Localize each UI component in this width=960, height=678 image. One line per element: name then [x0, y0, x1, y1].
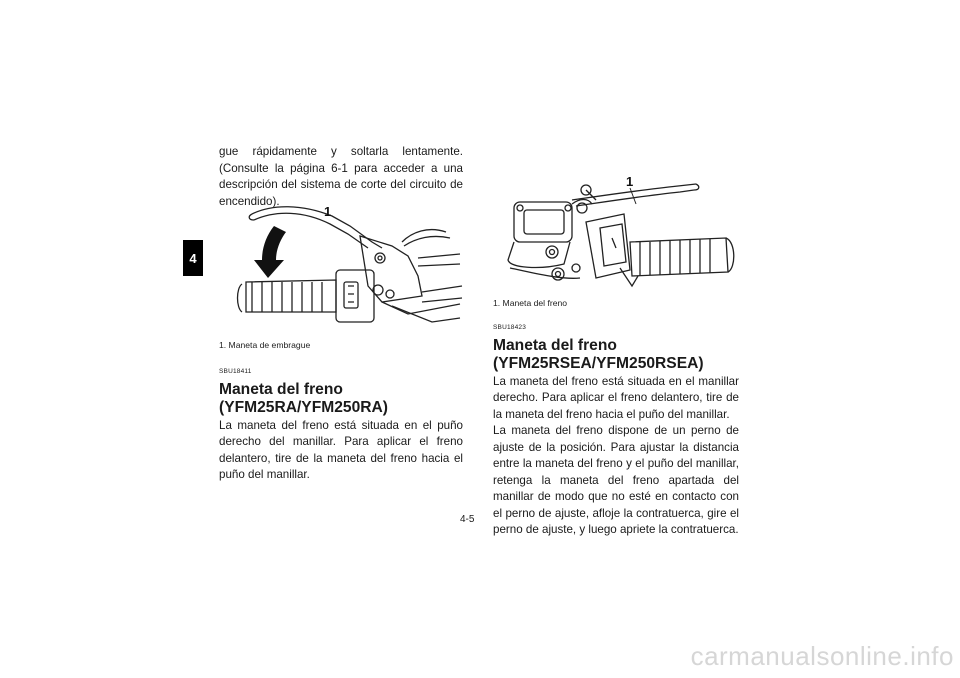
left-section — [219, 364, 463, 484]
clutch-lever-illustration — [232, 196, 464, 332]
section-code: SBU18423 — [493, 324, 527, 331]
right-section — [493, 320, 739, 539]
pull-arrow-icon — [254, 226, 286, 278]
section-heading-line2: (YFM25RA/YFM250RA) — [219, 399, 388, 416]
section-para-2: La maneta del freno dispone de un perno de ajuste de la posición. Para ajustar la distancia entre la maneta del freno y el puño del manillar, retenga la maneta del freno apartada del manillar de modo que no esté en contacto con el perno de ajuste, afloje la contratuerca, gire el perno de ajuste, y luego apriete la contratuerca. — [493, 424, 739, 536]
footer-watermark: carmanualsonline.info — [690, 641, 954, 671]
left-figure-caption: 1. Maneta de embrague — [219, 340, 311, 350]
callout-leader — [630, 188, 636, 204]
right-figure-caption: 1. Maneta del freno — [493, 298, 568, 308]
figure-callout-1: 1 — [626, 174, 634, 189]
section-para-1: La maneta del freno está situada en el manillar derecho. Para aplicar el freno delantero, tire de la maneta del freno hacia el puño del manillar. — [493, 374, 739, 421]
section-heading-line2: (YFM25RSEA/YFM250RSEA) — [493, 355, 704, 372]
intro-text: gue rápidamente y soltarla lentamente. (Consulte la página 6-1 para acceder a una descripción del sistema de corte del circuito de encendido). — [219, 145, 463, 208]
section-heading-line1: Maneta del freno — [219, 380, 343, 398]
section-heading-line1: Maneta del freno — [493, 336, 617, 354]
chapter-tab: 4 — [183, 240, 203, 276]
section-code: SBU18411 — [219, 368, 252, 375]
figure-callout-1: 1 — [324, 204, 332, 219]
page-number: 4-5 — [460, 514, 475, 525]
section-body: La maneta del freno está situada en el puño derecho del manillar. Para aplicar el freno delantero, tire de la maneta del freno hacia el puño del manillar. — [219, 418, 463, 481]
brake-lever-illustration — [500, 168, 744, 300]
